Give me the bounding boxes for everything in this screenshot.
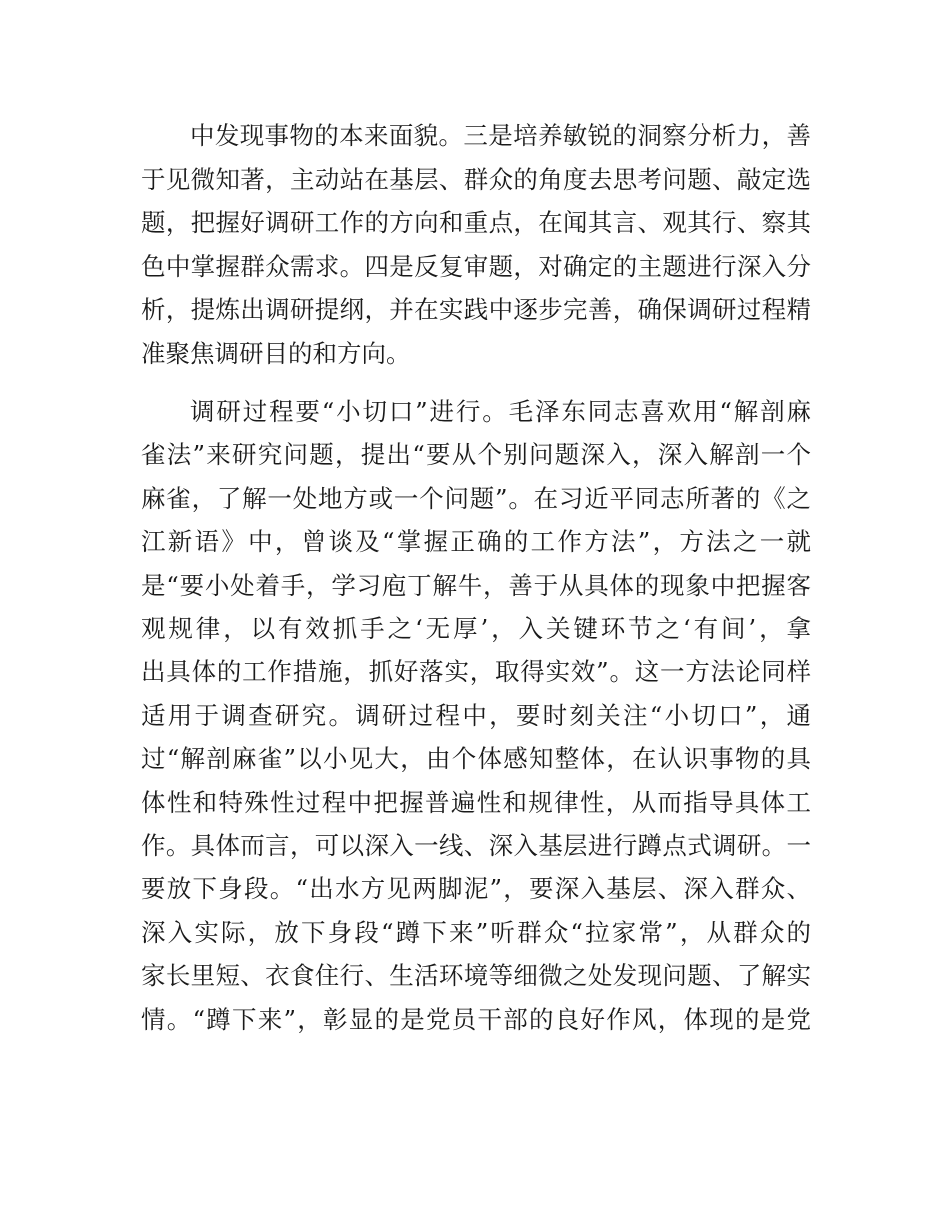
text-line: 适用于调查研究。调研过程中，要时刻关注“小切口”，通 [141, 700, 811, 730]
text-line: 过“解剖麻雀”以小见大，由个体感知整体，在认识事物的具 [141, 744, 811, 774]
text-line: 准聚焦调研目的和方向。 [141, 338, 411, 368]
text-line: 题，把握好调研工作的方向和重点，在闻其言、观其行、察其 [141, 208, 811, 237]
text-line: 观规律，以有效抓手之‘无厚’，入关键环节之‘有间’，拿 [141, 614, 811, 644]
text-line: 作。具体而言，可以深入一线、深入基层进行蹲点式调研。一 [141, 831, 811, 861]
text-line: 情。“蹲下来”，彰显的是党员干部的良好作风，体现的是党 [141, 1004, 811, 1034]
document-body [141, 114, 811, 1041]
text-line: 要放下身段。“出水方见两脚泥”，要深入基层、深入群众、 [141, 874, 811, 904]
text-line: 中发现事物的本来面貌。三是培养敏锐的洞察分析力，善 [190, 121, 811, 150]
text-line: 调研过程要“小切口”进行。毛泽东同志喜欢用“解剖麻 [190, 397, 811, 426]
text-line: 江新语》中，曾谈及“掌握正确的工作方法”，方法之一就 [141, 527, 811, 557]
text-line: 于见微知著，主动站在基层、群众的角度去思考问题、敲定选 [141, 164, 811, 194]
text-line: 雀法”来研究问题，提出“要从个别问题深入，深入解剖一个 [141, 440, 811, 470]
text-line: 色中掌握群众需求。四是反复审题，对确定的主题进行深入分 [141, 251, 811, 281]
paragraph-2 [141, 390, 811, 1041]
text-line: 析，提炼出调研提纲，并在实践中逐步完善，确保调研过程精 [141, 295, 811, 324]
paragraph-1 [141, 114, 811, 375]
text-line: 深入实际，放下身段“蹲下来”听群众“拉家常”，从群众的 [141, 917, 811, 947]
text-line: 麻雀，了解一处地方或一个问题”。在习近平同志所著的《之 [141, 483, 811, 513]
text-line: 是“要小处着手，学习庖丁解牛，善于从具体的现象中把握客 [141, 570, 811, 600]
text-line: 家长里短、衣食住行、生活环境等细微之处发现问题、了解实 [141, 961, 811, 991]
text-line: 体性和特殊性过程中把握普遍性和规律性，从而指导具体工 [141, 787, 811, 817]
text-line: 出具体的工作措施，抓好落实，取得实效”。这一方法论同样 [141, 657, 811, 687]
